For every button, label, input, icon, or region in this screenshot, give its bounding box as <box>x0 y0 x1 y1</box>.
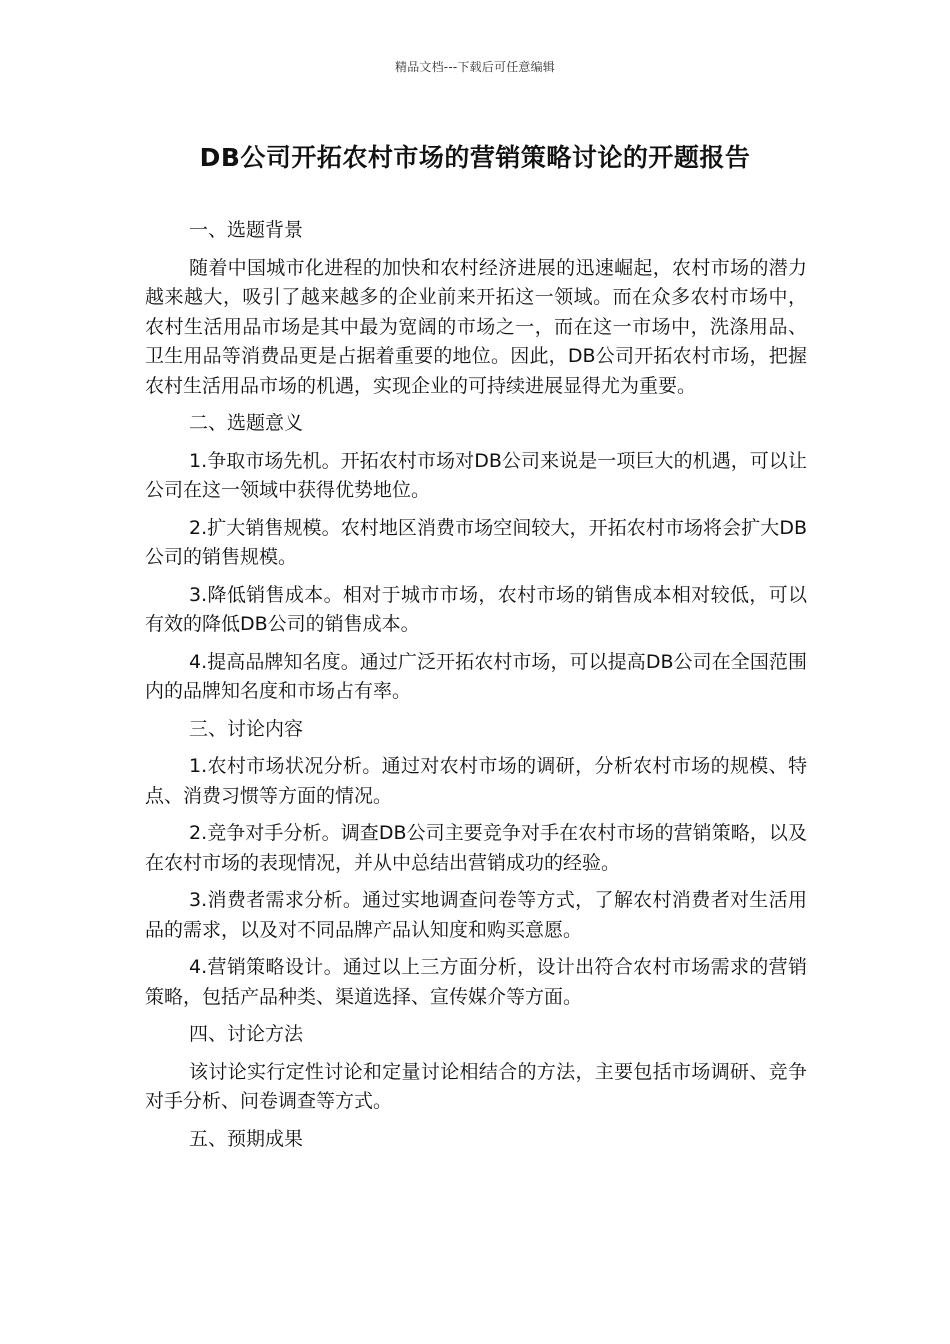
header-note: 精品文档---下载后可任意编辑 <box>395 60 555 74</box>
section-heading-content: 三、讨论内容 <box>189 717 304 740</box>
section-heading-expected-results: 五、预期成果 <box>189 1127 304 1150</box>
paragraph: 该讨论实行定性讨论和定量讨论相结合的方法，主要包括市场调研、竞争对手分析、问卷调查等方式。 <box>145 1060 807 1112</box>
paragraph: 2.竞争对手分析。调查DB公司主要竞争对手在农村市场的营销策略，以及在农村市场的表现情况，并从中总结出营销成功的经验。 <box>145 822 807 874</box>
section-heading-background: 一、选题背景 <box>189 219 304 241</box>
paragraph: 2.扩大销售规模。农村地区消费市场空间较大，开拓农村市场将会扩大DB公司的销售规模。 <box>145 516 807 568</box>
document-body <box>145 216 807 1162</box>
paragraph: 随着中国城市化进程的加快和农村经济进展的迅速崛起，农村市场的潜力越来越大，吸引了越来越多的企业前来开拓这一领域。而在众多农村市场中，农村生活用品市场是其中最为宽阔的市场之一，而在这一市场中，洗涤用品、卫生用品等消费品更是占据着重要的地位。因此，DB公司开拓农村市场，把握农村生活用品市场的机遇，实现企业的可持续进展显得尤为重要。 <box>145 256 807 397</box>
document-title: DB公司开拓农村市场的营销策略讨论的开题报告 <box>199 143 751 172</box>
paragraph: 4.营销策略设计。通过以上三方面分析，设计出符合农村市场需求的营销策略，包括产品种类、渠道选择、宣传媒介等方面。 <box>145 956 807 1008</box>
paragraph: 3.消费者需求分析。通过实地调查问卷等方式，了解农村消费者对生活用品的需求，以及对不同品牌产品认知度和购买意愿。 <box>145 889 807 941</box>
section-heading-method: 四、讨论方法 <box>189 1023 304 1045</box>
paragraph: 1.农村市场状况分析。通过对农村市场的调研，分析农村市场的规模、特点、消费习惯等方面的情况。 <box>145 755 807 807</box>
paragraph: 1.争取市场先机。开拓农村市场对DB公司来说是一项巨大的机遇，可以让公司在这一领域中获得优势地位。 <box>145 449 807 501</box>
section-heading-significance: 二、选题意义 <box>189 412 304 434</box>
paragraph: 4.提高品牌知名度。通过广泛开拓农村市场，可以提高DB公司在全国范围内的品牌知名度和市场占有率。 <box>145 650 807 702</box>
paragraph: 3.降低销售成本。相对于城市市场，农村市场的销售成本相对较低，可以有效的降低DB公司的销售成本。 <box>145 583 807 635</box>
